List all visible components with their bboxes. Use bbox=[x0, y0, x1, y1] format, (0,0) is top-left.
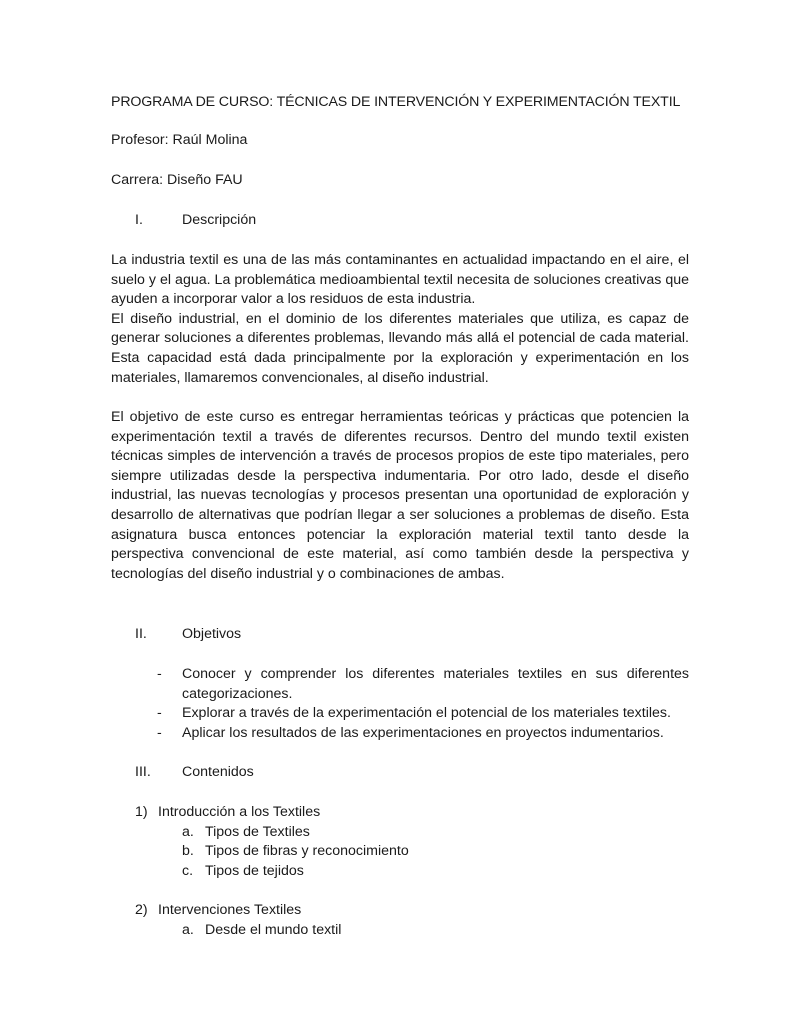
list-subitem bbox=[111, 842, 689, 862]
description-paragraph: El diseño industrial, en el dominio de los diferentes materiales que utiliza, es capaz de generar soluciones a diferentes problemas, llevando más allá el potencial de cada material. Esta capacidad está dada principalmente por la exploración y experimentación en los materiales, llamaremos convencionales, al diseño industrial. bbox=[111, 310, 689, 386]
bullet-dash: - bbox=[157, 724, 162, 741]
section-number: II. bbox=[135, 626, 147, 642]
item-number: 2) bbox=[135, 901, 148, 918]
list-item bbox=[111, 704, 689, 724]
section-label: Contenidos bbox=[182, 764, 254, 780]
subitem-label: Tipos de Textiles bbox=[205, 823, 310, 840]
career-line: Carrera: Diseño FAU bbox=[111, 172, 243, 188]
section-number: III. bbox=[135, 764, 151, 780]
description-block bbox=[111, 251, 689, 388]
item-number: 1) bbox=[135, 804, 148, 820]
subitem-label: Tipos de fibras y reconocimiento bbox=[205, 843, 409, 860]
section-number: I. bbox=[135, 212, 143, 228]
course-objective-paragraph bbox=[111, 408, 689, 584]
item-label: Intervenciones Textiles bbox=[158, 901, 302, 918]
document-title: PROGRAMA DE CURSO: TÉCNICAS DE INTERVENCIÓN Y EXPERIMENTACIÓN TEXTIL bbox=[111, 94, 681, 110]
list-subitem bbox=[111, 862, 689, 882]
subitem-label: Desde el mundo textil bbox=[205, 921, 342, 938]
item-label: Introducción a los Textiles bbox=[158, 804, 321, 820]
bullet-dash: - bbox=[157, 705, 162, 722]
section-label: Objetivos bbox=[182, 626, 242, 642]
list-item bbox=[111, 665, 689, 704]
section-label: Descripción bbox=[182, 212, 257, 228]
subitem-label: Tipos de tejidos bbox=[205, 862, 304, 879]
subitem-letter: a. bbox=[182, 823, 194, 840]
subitem-letter: b. bbox=[182, 843, 194, 860]
professor-line: Profesor: Raúl Molina bbox=[111, 132, 248, 148]
list-subitem bbox=[111, 921, 689, 941]
objective-text: Aplicar los resultados de las experimentaciones en proyectos indumentarios. bbox=[182, 724, 664, 741]
subitem-letter: a. bbox=[182, 921, 194, 938]
description-paragraph: El objetivo de este curso es entregar herramientas teóricas y prácticas que potencien la experimentación textil a través de diferentes recursos. Dentro del mundo textil existen técnicas simples de intervención a través de procesos propios de este tipo materiales, pero siempre utilizadas desde la perspectiva indumentaria. Por otro lado, desde el diseño industrial, las nuevas tecnologías y procesos presentan una oportunidad de exploración y desarrollo de alternativas que podrían llegar a ser soluciones a problemas de diseño. Esta asignatura busca entonces potenciar la exploración material textil tanto desde la perspectiva convencional de este material, así como también desde la perspectiva y tecnologías del diseño industrial y o combinaciones de ambas. bbox=[111, 409, 689, 582]
list-item bbox=[111, 803, 689, 823]
objective-text: Conocer y comprender los diferentes materiales textiles en sus diferentes categorizaciones. bbox=[182, 666, 689, 702]
spacer bbox=[111, 881, 689, 901]
subitem-letter: c. bbox=[182, 862, 194, 879]
list-item bbox=[111, 901, 689, 921]
list-subitem bbox=[111, 823, 689, 843]
objectives-list bbox=[111, 665, 689, 743]
bullet-dash: - bbox=[157, 666, 162, 682]
objective-text: Explorar a través de la experimentación el potencial de los materiales textiles. bbox=[182, 705, 671, 722]
contents-list bbox=[111, 803, 689, 940]
description-paragraph: La industria textil es una de las más contaminantes en actualidad impactando en el aire, el suelo y el agua. La problemática medioambiental textil necesita de soluciones creativas que ayuden a incorporar valor a los residuos de esta industria. bbox=[111, 252, 689, 308]
list-item bbox=[111, 724, 689, 744]
